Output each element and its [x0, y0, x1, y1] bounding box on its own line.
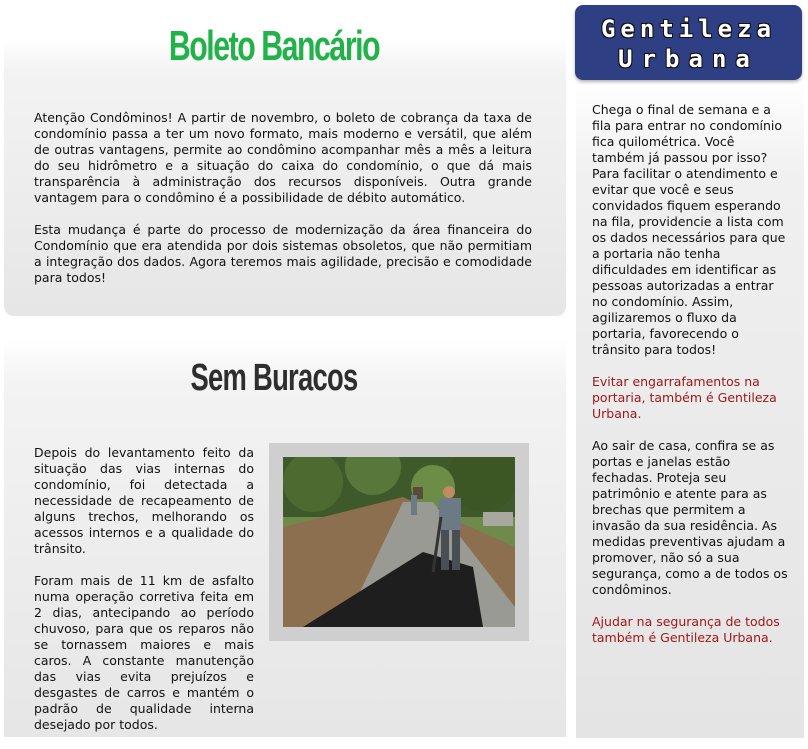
gentileza-urbana-header: [575, 5, 802, 80]
buracos-paragraph-1: Depois do levantamento feito da situação das vias internas do condomínio, foi detectada a necessidade de recapeamento de alguns trechos, melhorando os acessos internos e a qualidade do trânsito.: [34, 445, 254, 556]
road-paving-photo: [283, 457, 515, 627]
sidebar-paragraph-1: Chega o final de semana e a fila para entrar no condomínio fica quilométrica. Você também já passou por isso? Para facilitar o atendimento e evitar que você e seus convidados fiquem esperando na fila, providencie a lista com os dados necessários para que a portaria não tenha dificuldades em identificar as pessoas autorizadas a entrar no condomínio. Assim, agilizaremos o fluxo da portaria, favorecendo o trânsito para todos!: [592, 102, 786, 357]
buracos-title: Sem Buracos: [190, 357, 358, 399]
boleto-body: [34, 110, 532, 302]
sidebar-body: [592, 102, 788, 662]
sidebar-paragraph-2: Ao sair de casa, confira se as portas e janelas estão fechadas. Proteja seu patrimônio e atente para as brechas que permitem a invasão da sua residência. As medidas preventivas ajudam a promover, não só a sua segurança, como a de todos os condôminos.: [592, 438, 788, 597]
road-paving-photo-frame: [269, 443, 529, 641]
buracos-paragraph-2: Foram mais de 11 km de asfalto numa operação corretiva feita em 2 dias, antecipando ao período chuvoso, para que os reparos não se tornassem maiores e mais caros. A constante manutenção das vias evita prejuízos e desgastes de carros e mantém o padrão de qualidade interna desejado por todos.: [34, 573, 254, 732]
header-line-1: Gentileza: [600, 15, 777, 43]
boleto-title: Boleto Bancário: [168, 22, 380, 69]
sidebar-highlight-2: Ajudar na segurança de todos também é Gentileza Urbana.: [592, 614, 780, 645]
boleto-paragraph-2: Esta mudança é parte do processo de modernização da área financeira do Condomínio que era atendida por dois sistemas obsoletos, que não permitiam a integração dos dados. Agora teremos mais agilidade, precisão e comodidade para todos!: [34, 222, 532, 285]
buracos-body: [34, 445, 254, 749]
sidebar-highlight-1: Evitar engarrafamentos na portaria, também é Gentileza Urbana.: [592, 374, 777, 421]
header-line-2: Urbana: [618, 45, 759, 73]
boleto-paragraph-1: Atenção Condôminos! A partir de novembro, o boleto de cobrança da taxa de condomínio passa a ter um novo formato, mais moderno e versátil, que além de outras vantagens, permite ao condômino acompanhar mês a mês a leitura do seu hidrômetro e a situação do caixa do condomínio, o que dá mais transparência à administração dos recursos disponíveis. Outra grande vantagem para o condômino é a possibilidade de débito automático.: [34, 110, 532, 205]
